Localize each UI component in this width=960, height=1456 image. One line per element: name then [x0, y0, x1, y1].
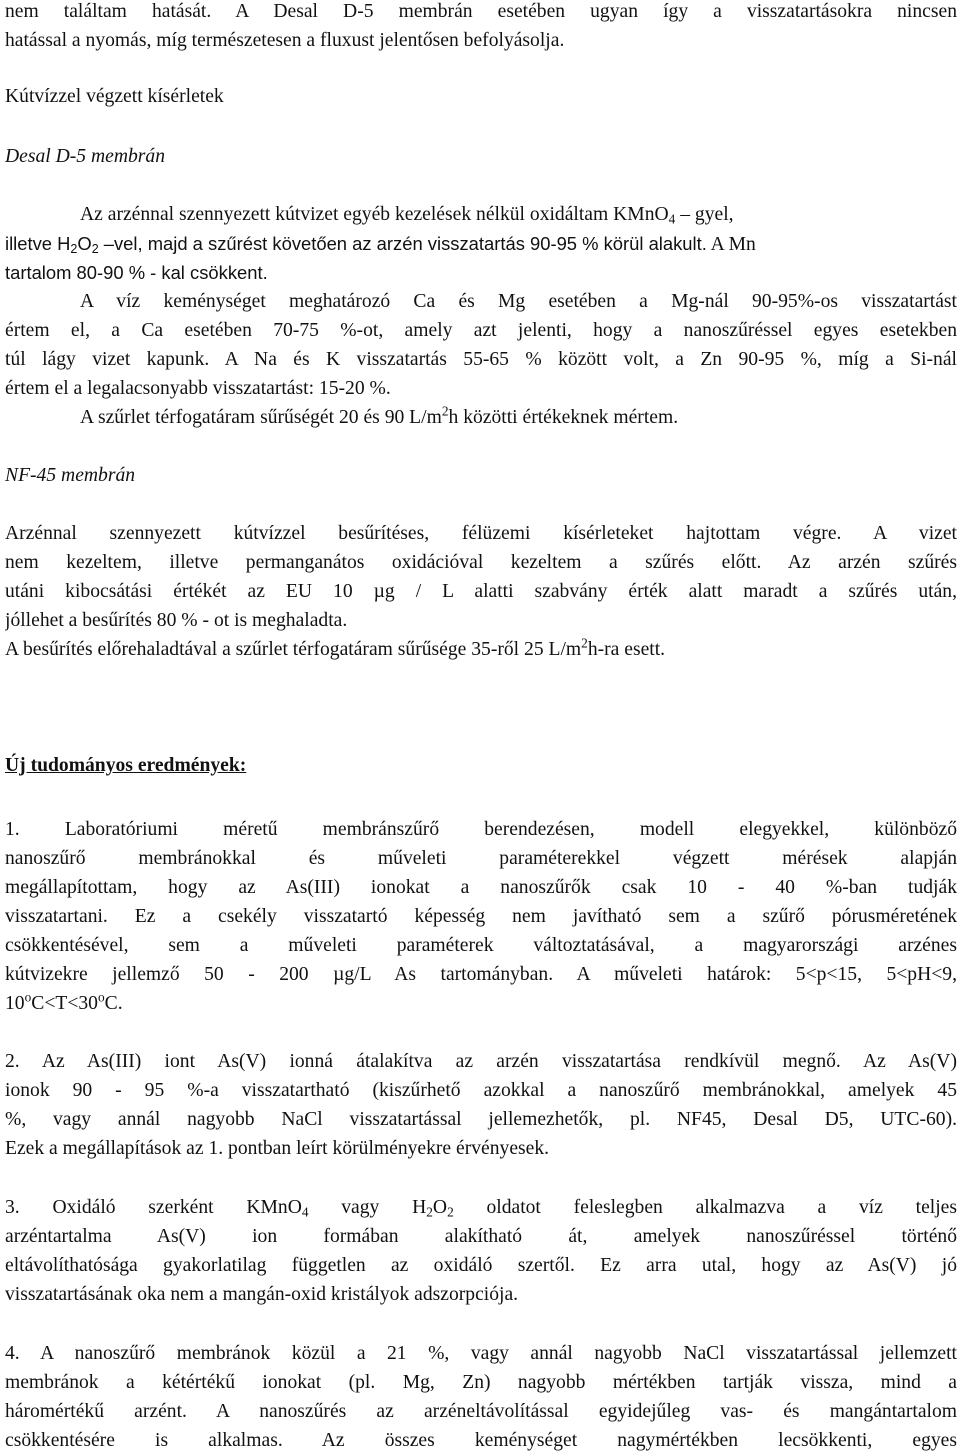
- result-item-1-line: $10^oC<T<30^oC$.: [5, 989, 123, 1014]
- paragraph-line: A besűrítés előrehaladtával a szűrlet térfogatáram sűrűsége 35-ről 25 $L/m^2h-ra$ esett.: [5, 635, 666, 660]
- paragraph-line: nem kezeltem, illetve permanganátos oxidációval kezeltem a szűrés előtt. Az arzén szűrés: [5, 552, 957, 573]
- paragraph-line: jóllehet a besűrítés 80 % - ot is meghaladta.: [5, 610, 348, 631]
- result-item-4-line: 4. A nanoszűrő membránok közül a 21 %, vagy annál nagyobb NaCl visszatartással jellemzett: [5, 1343, 957, 1364]
- result-item-2-line: Ezek a megállapítások az 1. pontban leírt körülményekre érvényesek.: [5, 1138, 550, 1159]
- paragraph-line: A víz keménységet meghatározó Ca és Mg esetében a Mg-nál 90-95%-os visszatartást: [80, 291, 957, 312]
- paragraph-line: illetve $H_2O_2$ –vel, majd a szűrést követően az arzén visszatartás 90-95 % körül alakult. A Mn: [5, 233, 756, 257]
- result-item-3-line: 3. Oxidáló szerként KMnO$_4$ vagy $H_2O_2$ oldatot feleslegben alkalmazva a víz teljes: [5, 1197, 957, 1220]
- paragraph-line: értem el, a Ca esetében 70-75 %-ot, amely azt jelenti, hogy a nanoszűréssel egyes esetekben: [5, 320, 957, 341]
- section-heading: Kútvízzel végzett kísérletek: [5, 86, 224, 107]
- result-item-3-line: visszatartásának oka nem a mangán-oxid kristályok adszorpciója.: [5, 1284, 519, 1305]
- paragraph-line: Arzénnal szennyezett kútvízzel besűrítéses, félüzemi kísérleteket hajtottam végre. A vizet: [5, 523, 957, 544]
- result-item-2-line: %, vagy annál nagyobb NaCl visszatartással jellemezhetők, pl. NF45, Desal D5, UTC-60).: [5, 1109, 957, 1130]
- paragraph-line: értem el a legalacsonyabb visszatartást: 15-20 %.: [5, 378, 391, 399]
- result-item-3-line: arzéntartalma As(V) ion formában alakítható át, amelyek nanoszűréssel történő: [5, 1226, 957, 1247]
- result-item-4-line: csökkentésére is alkalmas. Az összes keménységet nagymértékben lecsökkenti, egyes: [5, 1430, 957, 1451]
- intro-line: hatással a nyomás, míg természetesen a fluxust jelentősen befolyásolja.: [5, 30, 565, 51]
- result-item-1-line: visszatartani. Ez a csekély visszatartó képesség nem javítható sem a szűrő pórusméretének: [5, 906, 957, 927]
- paragraph-line: túl lágy vizet kapunk. A Na és K visszatartás 55-65 % között volt, a Zn 90-95 %, míg a Si-nál: [5, 349, 957, 370]
- result-item-1-line: csökkentésével, sem a műveleti paraméterek változtatásával, a magyarországi arzénes: [5, 935, 957, 956]
- result-item-1-line: megállapítottam, hogy az As(III) ionokat a nanoszűrők csak 10 - 40 %-ban tudják: [5, 877, 957, 898]
- result-item-2-line: 2. Az As(III) iont As(V) ionná átalakítva az arzén visszatartása rendkívül megnő. Az As(V): [5, 1051, 957, 1072]
- results-heading: Új tudományos eredmények:: [5, 755, 247, 776]
- result-item-4-line: membránok a kétértékű ionokat (pl. Mg, Zn) nagyobb mértékben tartják vissza, mind a: [5, 1372, 957, 1393]
- paragraph-line: tartalom 80-90 % - kal csökkent.: [5, 262, 268, 283]
- paragraph-line: Az arzénnal szennyezett kútvizet egyéb kezelések nélkül oxidáltam KMnO$_4$ – gyel,: [80, 204, 734, 227]
- result-item-1-line: kútvizekre jellemző 50 - 200 µg/L As tartományban. A műveleti határok: 5<p<15, 5<pH<9,: [5, 964, 957, 985]
- paragraph-line: A szűrlet térfogatáram sűrűségét 20 és 90 $L/m^2h$ közötti értékeknek mértem.: [80, 403, 679, 428]
- result-item-2-line: ionok 90 - 95 %-a visszatartható (kiszűrhető azokkal a nanoszűrő membránokkal, amelyek 45: [5, 1080, 957, 1101]
- paragraph-line: utáni kibocsátási értékét az EU 10 µg / L alatti szabvány érték alatt maradt a szűrés után,: [5, 581, 957, 602]
- subsection-title-nf45: NF-45 membrán: [5, 465, 136, 486]
- subsection-title-desal: Desal D-5 membrán: [5, 146, 165, 167]
- result-item-1-line: nanoszűrő membránokkal és műveleti paraméterekkel végzett mérések alapján: [5, 848, 957, 869]
- result-item-1-line: 1. Laboratóriumi méretű membránszűrő berendezésen, modell elegyekkel, különböző: [5, 819, 957, 840]
- result-item-3-line: eltávolíthatósága gyakorlatilag független az oxidáló szertől. Ez arra utal, hogy az As(V) jó: [5, 1255, 957, 1276]
- intro-line: nem találtam hatását. A Desal D-5 membrán esetében ugyan így a visszatartásokra nincsen: [5, 1, 957, 22]
- result-item-4-line: háromértékű arzént. A nanoszűrés az arzéneltávolítással egyidejűleg vas- és mangántartalom: [5, 1401, 957, 1422]
